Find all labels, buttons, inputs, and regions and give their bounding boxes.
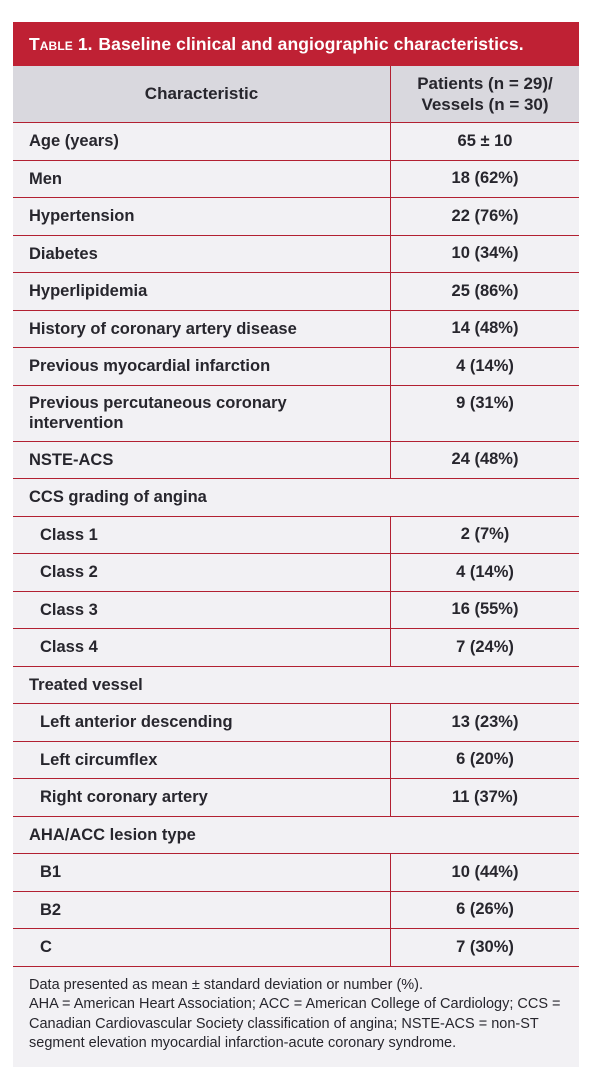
table-row bbox=[13, 628, 579, 666]
row-label: Age (years) bbox=[29, 132, 119, 150]
table-row bbox=[13, 197, 579, 235]
row-label: Previous percutaneous coronary intervention bbox=[29, 393, 287, 432]
row-label: Hypertension bbox=[29, 207, 135, 225]
column-header-row bbox=[13, 66, 579, 122]
section-header-row bbox=[13, 816, 579, 854]
row-value: 7 (24%) bbox=[390, 629, 579, 666]
row-label: Class 3 bbox=[40, 600, 98, 619]
row-label: NSTE-ACS bbox=[29, 450, 114, 469]
row-label: Class 2 bbox=[40, 563, 98, 581]
table-row bbox=[13, 160, 579, 198]
table-row bbox=[13, 347, 579, 385]
table-row bbox=[13, 235, 579, 273]
row-label: C bbox=[40, 938, 52, 956]
table-row bbox=[13, 778, 579, 816]
row-value: 16 (55%) bbox=[390, 592, 579, 629]
table-row bbox=[13, 928, 579, 966]
footnote-abbreviations: AHA = American Heart Association; ACC = American College of Cardiology; CCS = Canadian Cardiovascular Society classification of angina; NSTE-ACS = non-ST segment elevation myocardial infarction-acute coronary syndrome. bbox=[29, 996, 561, 1051]
footnote-data-presentation: Data presented as mean ± standard deviation or number (%). bbox=[29, 976, 424, 993]
row-value bbox=[390, 479, 579, 516]
column-header-patients-line2: Vessels (n = 30) bbox=[421, 95, 549, 114]
row-value: 24 (48%) bbox=[390, 442, 579, 479]
row-value: 7 (30%) bbox=[390, 929, 579, 966]
table-row bbox=[13, 516, 579, 554]
row-label: Class 1 bbox=[40, 525, 98, 544]
column-header-patients-vessels bbox=[390, 66, 579, 122]
column-header-characteristic: Characteristic bbox=[144, 84, 259, 103]
table-title-text: Baseline clinical and angiographic characteristics. bbox=[98, 33, 524, 54]
table-row bbox=[13, 122, 579, 160]
row-label: Diabetes bbox=[29, 244, 98, 263]
row-label: Right coronary artery bbox=[40, 788, 208, 806]
row-value: 13 (23%) bbox=[390, 704, 579, 741]
row-label: History of coronary artery disease bbox=[29, 319, 297, 338]
row-value: 18 (62%) bbox=[390, 161, 579, 198]
row-value: 65 ± 10 bbox=[390, 123, 579, 160]
row-label: AHA/ACC lesion type bbox=[29, 825, 196, 844]
row-value bbox=[390, 817, 579, 854]
row-value: 10 (34%) bbox=[390, 236, 579, 273]
row-label: Left anterior descending bbox=[40, 713, 233, 731]
row-label: Hyperlipidemia bbox=[29, 282, 148, 300]
row-label: Left circumflex bbox=[40, 750, 158, 769]
row-value: 2 (7%) bbox=[390, 517, 579, 554]
baseline-characteristics-table bbox=[13, 22, 579, 1067]
table-title-band bbox=[13, 22, 579, 66]
table-number-label: Table 1. bbox=[29, 33, 93, 54]
row-value: 14 (48%) bbox=[390, 311, 579, 348]
row-value: 4 (14%) bbox=[390, 348, 579, 385]
table-row bbox=[13, 553, 579, 591]
table-body bbox=[13, 122, 579, 966]
column-header-patients-line1: Patients (n = 29)/ bbox=[417, 74, 553, 93]
row-value bbox=[390, 667, 579, 704]
table-row bbox=[13, 591, 579, 629]
row-value: 22 (76%) bbox=[390, 198, 579, 235]
table-footnote bbox=[13, 966, 579, 1067]
row-value: 4 (14%) bbox=[390, 554, 579, 591]
table-row bbox=[13, 272, 579, 310]
row-label: Previous myocardial infarction bbox=[29, 357, 271, 375]
table-row bbox=[13, 441, 579, 479]
row-value: 11 (37%) bbox=[390, 779, 579, 816]
row-label: Treated vessel bbox=[29, 675, 143, 694]
table-row bbox=[13, 891, 579, 929]
row-value: 25 (86%) bbox=[390, 273, 579, 310]
table-row bbox=[13, 310, 579, 348]
table-row bbox=[13, 853, 579, 891]
table-row bbox=[13, 741, 579, 779]
table-row bbox=[13, 385, 579, 441]
section-header-row bbox=[13, 666, 579, 704]
row-label: B2 bbox=[40, 900, 62, 919]
row-value: 6 (20%) bbox=[390, 742, 579, 779]
row-value: 10 (44%) bbox=[390, 854, 579, 891]
row-label: B1 bbox=[40, 863, 62, 881]
row-value: 9 (31%) bbox=[390, 386, 579, 441]
table-row bbox=[13, 703, 579, 741]
row-label: Class 4 bbox=[40, 638, 98, 656]
row-label: Men bbox=[29, 169, 62, 188]
row-value: 6 (26%) bbox=[390, 892, 579, 929]
row-label: CCS grading of angina bbox=[29, 488, 207, 506]
section-header-row bbox=[13, 478, 579, 516]
